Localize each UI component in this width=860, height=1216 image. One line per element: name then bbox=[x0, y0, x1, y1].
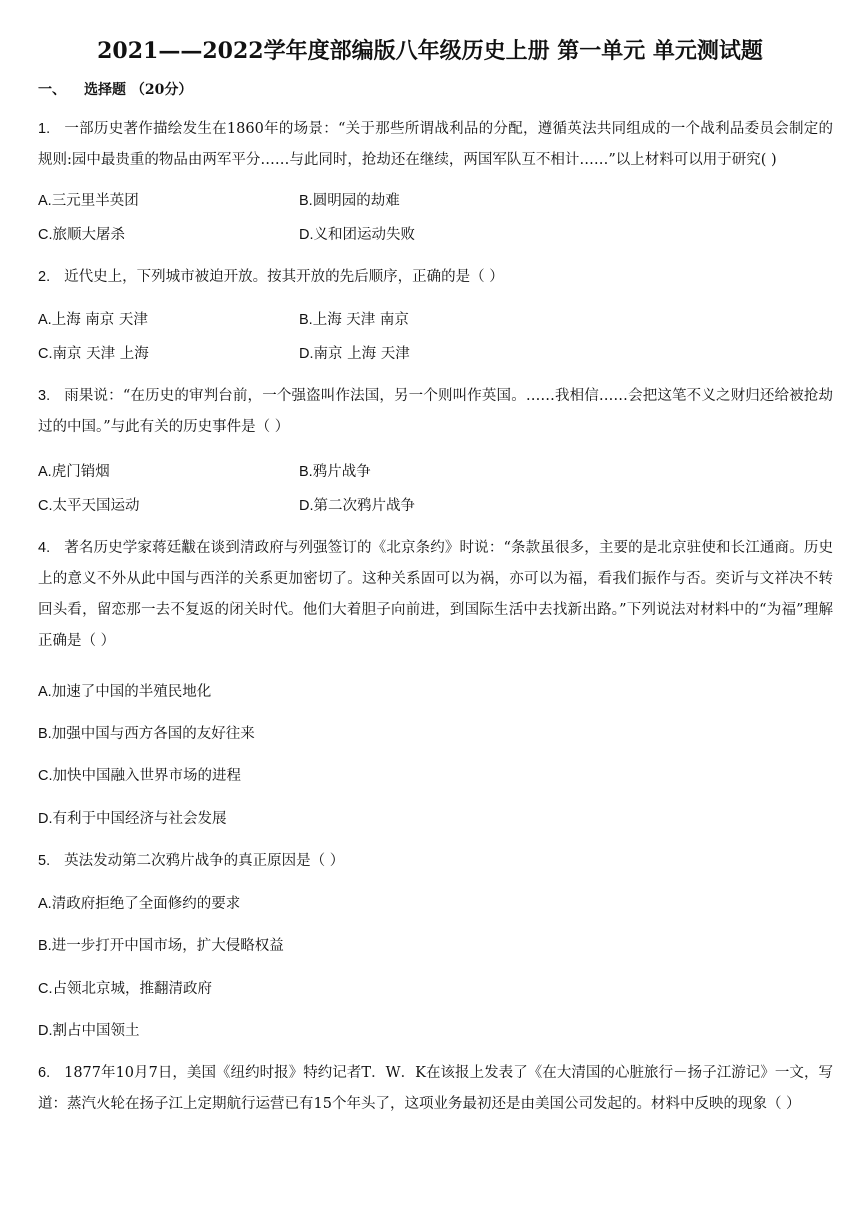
question-text: 一部历史著作描绘发生在1860年的场景：“关于那些所谓战利品的分配，遵循英法共同组成的一个战利品委员会制定的规则:园中最贵重的物品由两军平分……与此同时，抢劫还在继续，两国军队互不相计……”以上材料可以用于研究( ) bbox=[38, 121, 833, 168]
question-4 bbox=[38, 533, 833, 657]
exam-title: 2021——2022学年度部编版八年级历史上册 第一单元 单元测试题 bbox=[97, 38, 763, 64]
q1-option-c[interactable]: C.旅顺大屠杀 bbox=[38, 227, 125, 243]
q2-option-b[interactable]: B.上海 天津 南京 bbox=[299, 312, 409, 328]
question-text: 雨果说：“在历史的审判台前，一个强盗叫作法国，另一个则叫作英国。……我相信……会把这笔不义之财归还给被抢劫过的中国。”与此有关的历史事件是（ ） bbox=[38, 388, 833, 435]
question-text: 著名历史学家蒋廷黻在谈到清政府与列强签订的《北京条约》时说：“条款虽很多，主要的是北京驻使和长江通商。历史上的意义不外从此中国与西洋的关系更加密切了。这种关系固可以为祸，亦可以为福，看我们振作与否。奕䜣与文祥决不转回头看，留恋那一去不复返的闭关时代。他们大着胆子向前进，到国际生活中去找新出路。”下列说法对材料中的“为福”理解正确是（ ） bbox=[38, 540, 833, 649]
question-6 bbox=[38, 1058, 833, 1120]
q5-option-c[interactable]: C.占领北京城，推翻清政府 bbox=[38, 981, 212, 997]
q3-option-d[interactable]: D.第二次鸦片战争 bbox=[299, 498, 415, 514]
question-3 bbox=[38, 381, 833, 443]
question-number: 4. bbox=[38, 540, 51, 556]
question-number: 6. bbox=[38, 1065, 51, 1081]
q5-option-d[interactable]: D.割占中国领土 bbox=[38, 1023, 140, 1039]
q1-option-d[interactable]: D.义和团运动失败 bbox=[299, 227, 415, 243]
q5-option-b[interactable]: B.进一步打开中国市场，扩大侵略权益 bbox=[38, 938, 284, 954]
section-heading bbox=[38, 79, 192, 101]
question-2 bbox=[38, 262, 833, 293]
question-1 bbox=[38, 114, 833, 176]
question-text: 近代史上，下列城市被迫开放。按其开放的先后顺序，正确的是（ ） bbox=[64, 269, 504, 285]
q1-option-b[interactable]: B.圆明园的劫难 bbox=[299, 193, 400, 209]
q4-option-c[interactable]: C.加快中国融入世界市场的进程 bbox=[38, 768, 241, 784]
question-number: 1. bbox=[38, 121, 51, 137]
q3-option-c[interactable]: C.太平天国运动 bbox=[38, 498, 140, 514]
question-text: 英法发动第二次鸦片战争的真正原因是（ ） bbox=[64, 853, 345, 869]
question-number: 5. bbox=[38, 853, 51, 869]
question-number: 2. bbox=[38, 269, 51, 285]
question-5 bbox=[38, 846, 833, 877]
question-number: 3. bbox=[38, 388, 51, 404]
section-number: 一、 bbox=[38, 82, 66, 98]
q3-option-a[interactable]: A.虎门销烟 bbox=[38, 464, 110, 480]
q2-option-c[interactable]: C.南京 天津 上海 bbox=[38, 346, 149, 362]
q4-option-b[interactable]: B.加强中国与西方各国的友好往来 bbox=[38, 726, 255, 742]
section-label: 选择题 （20分） bbox=[84, 82, 193, 98]
q2-option-d[interactable]: D.南京 上海 天津 bbox=[299, 346, 410, 362]
q4-option-a[interactable]: A.加速了中国的半殖民地化 bbox=[38, 684, 212, 700]
q3-option-b[interactable]: B.鸦片战争 bbox=[299, 464, 371, 480]
question-text: 1877年10月7日，美国《纽约时报》特约记者T．W．K在该报上发表了《在大清国的心脏旅行－扬子江游记》一文，写道：蒸汽火轮在扬子江上定期航行运营已有15个年头了，这项业务最初还是由美国公司发起的。材料中反映的现象（ ） bbox=[38, 1065, 833, 1112]
q1-option-a[interactable]: A.三元里半英团 bbox=[38, 193, 139, 209]
q4-option-d[interactable]: D.有利于中国经济与社会发展 bbox=[38, 811, 227, 827]
q5-option-a[interactable]: A.清政府拒绝了全面修约的要求 bbox=[38, 896, 241, 912]
q2-option-a[interactable]: A.上海 南京 天津 bbox=[38, 312, 148, 328]
